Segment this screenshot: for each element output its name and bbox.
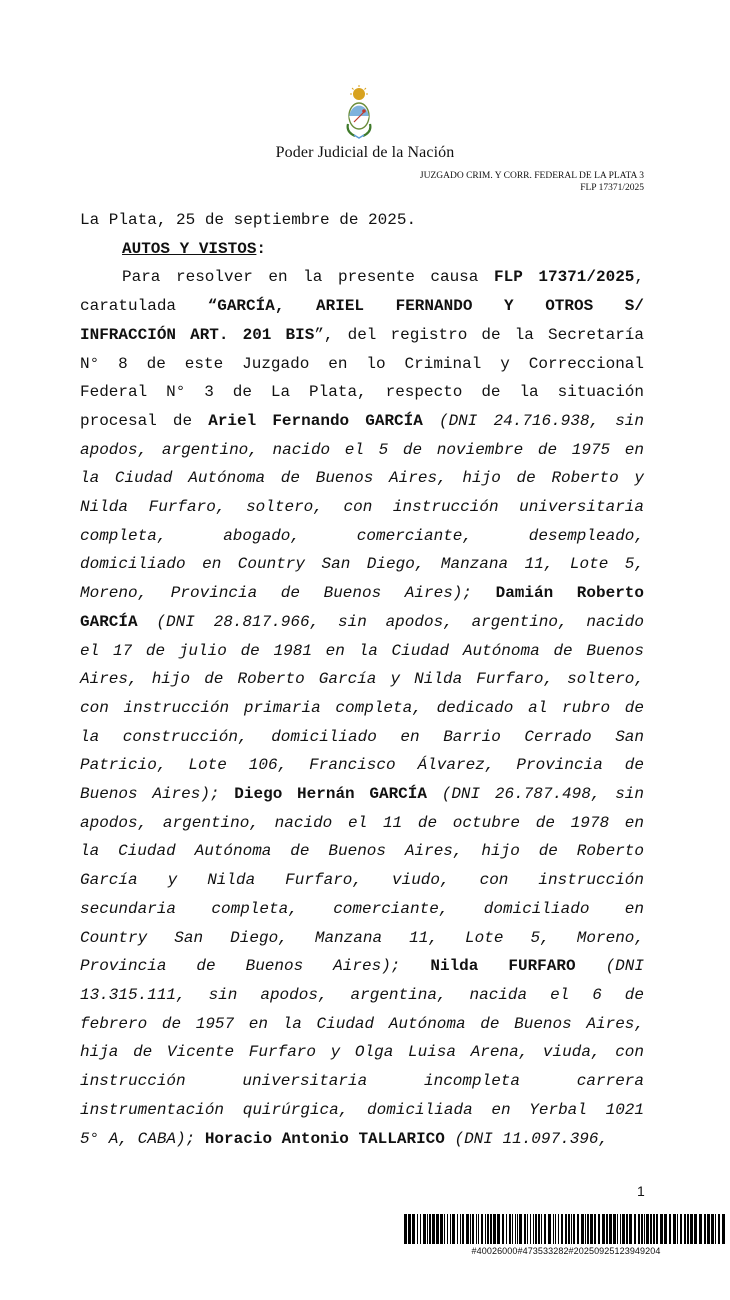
paragraph-line: [80, 694, 644, 723]
text-segment: (DNI 11.097.396,: [444, 1129, 609, 1148]
text-segment: [400, 957, 430, 975]
paragraph-line: [80, 522, 644, 551]
paragraph-line: [80, 751, 644, 780]
text-segment: 5° A, CABA);: [80, 1129, 196, 1148]
text-segment: Federal N° 3 de La Plata, respecto de la situación: [80, 383, 644, 402]
text-segment: la construcción, domiciliado en Barrio Cerrado San: [80, 727, 644, 746]
text-segment: apodos, argentino, nacido el 5 de noviembre de 1975 en: [80, 440, 644, 459]
text-segment: GARCÍA: [80, 612, 138, 631]
paragraph-line: [80, 866, 644, 895]
text-segment: [472, 584, 496, 602]
paragraph-line: [80, 665, 644, 694]
text-segment: [195, 1130, 205, 1148]
text-segment: Moreno, Provincia de Buenos Aires);: [80, 584, 472, 603]
text-segment: el 17 de julio de 1981 en la Ciudad Autónoma de Buenos: [80, 641, 644, 660]
text-segment: domiciliado en Country San Diego, Manzana 11, Lote 5,: [80, 555, 644, 574]
heading-autos-y-vistos: AUTOS Y VISTOS: [122, 239, 257, 258]
text-segment: ”, del registro de la Secretaría: [314, 325, 645, 344]
paragraph-line: [80, 436, 644, 465]
court-identifier: [420, 170, 644, 194]
paragraph-line: [80, 493, 644, 522]
paragraph-line: [80, 464, 644, 493]
text-segment: hija de Vicente Furfaro y Olga Luisa Arena, viuda, con: [80, 1043, 644, 1062]
text-segment: secundaria completa, comerciante, domiciliado en: [80, 899, 644, 918]
paragraph-line: [80, 837, 644, 866]
text-segment: “GARCÍA, ARIEL FERNANDO Y OTROS S/: [207, 297, 644, 316]
paragraph-line: [80, 952, 644, 981]
text-segment: (DNI 24.716.938, sin: [422, 411, 644, 430]
text-segment: Ariel Fernando GARCÍA: [208, 411, 423, 430]
paragraph-line: [80, 637, 644, 666]
text-segment: procesal de: [80, 411, 209, 430]
paragraph-line: [80, 981, 644, 1010]
page-number: 1: [637, 1183, 645, 1199]
text-segment: INFRACCIÓN ART. 201 BIS: [80, 325, 315, 344]
paragraph: [80, 263, 644, 1153]
text-segment: Patricio, Lote 106, Francisco Álvarez, Provincia de: [80, 756, 644, 775]
text-segment: Para resolver en la presente causa: [122, 268, 494, 287]
paragraph-line: [80, 895, 644, 924]
paragraph-line: [80, 321, 644, 350]
text-segment: FLP 17371/2025: [493, 268, 635, 287]
paragraph-line: [80, 579, 644, 608]
text-segment: Nilda FURFARO: [430, 957, 576, 976]
text-segment: García y Nilda Furfaro, viudo, con instrucción: [80, 871, 644, 890]
paragraph-line: [80, 1038, 644, 1067]
header-title: Poder Judicial de la Nación: [275, 144, 455, 161]
text-segment: la Ciudad Autónoma de Buenos Aires, hijo de Roberto: [80, 842, 644, 861]
paragraph-line: [80, 1010, 644, 1039]
paragraph-line: [80, 350, 644, 379]
document-date: La Plata, 25 de septiembre de 2025.: [80, 211, 417, 229]
case-number: FLP 17371/2025: [580, 183, 644, 193]
paragraph-line: [80, 550, 644, 579]
document-body: [80, 206, 644, 1153]
text-segment: N° 8 de este Juzgado en lo Criminal y Correccional: [80, 354, 644, 373]
text-segment: Damián Roberto: [495, 584, 644, 603]
text-segment: instrumentación quirúrgica, domiciliada en Yerbal 1021: [80, 1100, 644, 1119]
text-segment: Country San Diego, Manzana 11, Lote 5, Moreno,: [80, 928, 644, 947]
paragraph-line: [80, 1096, 644, 1125]
text-segment: completa, abogado, comerciante, desempleado,: [80, 526, 644, 545]
text-segment: instrucción universitaria incompleta carrera: [80, 1072, 644, 1091]
paragraph-line: [80, 608, 644, 637]
paragraph-line: [80, 1125, 644, 1154]
text-segment: Aires, hijo de Roberto García y Nilda Furfaro, soltero,: [80, 670, 644, 689]
paragraph-line: [80, 723, 644, 752]
paragraph-line: [80, 809, 644, 838]
text-segment: [220, 785, 235, 803]
text-segment: (DNI 28.817.966, sin apodos, argentino, nacido: [137, 612, 644, 631]
text-segment: Buenos Aires);: [80, 785, 220, 804]
paragraph-line: [80, 292, 644, 321]
paragraph-line: [80, 263, 644, 292]
barcode-text: #40026000#473533282#20250925123949204: [471, 1246, 661, 1256]
text-segment: ,: [634, 268, 645, 287]
text-segment: caratulada: [80, 297, 208, 316]
paragraph-line: [80, 407, 644, 436]
text-segment: Provincia de Buenos Aires);: [80, 957, 401, 976]
text-segment: Nilda Furfaro, soltero, con instrucción universitaria: [80, 498, 644, 517]
section-heading: [80, 235, 644, 264]
text-segment: (DNI: [575, 957, 644, 976]
text-segment: Horacio Antonio TALLARICO: [204, 1129, 445, 1148]
text-segment: la Ciudad Autónoma de Buenos Aires, hijo de Roberto y: [80, 469, 644, 488]
barcode-icon: [404, 1214, 728, 1244]
text-segment: apodos, argentino, nacido el 11 de octubre de 1978 en: [80, 813, 644, 832]
text-segment: 13.315.111, sin apodos, argentina, nacida el 6 de: [80, 985, 644, 1004]
text-segment: (DNI 26.787.498, sin: [426, 785, 644, 804]
paragraph-line: [80, 1067, 644, 1096]
paragraph-line: [80, 780, 644, 809]
heading-colon: :: [256, 239, 267, 258]
court-name: JUZGADO CRIM. Y CORR. FEDERAL DE LA PLATA 3: [419, 171, 644, 181]
text-segment: febrero de 1957 en la Ciudad Autónoma de Buenos Aires,: [80, 1014, 644, 1033]
text-segment: Diego Hernán GARCÍA: [234, 785, 427, 804]
paragraph-line: [80, 924, 644, 953]
text-segment: con instrucción primaria completa, dedicado al rubro de: [80, 698, 644, 717]
coat-of-arms-icon: [343, 84, 375, 140]
paragraph-line: [80, 378, 644, 407]
